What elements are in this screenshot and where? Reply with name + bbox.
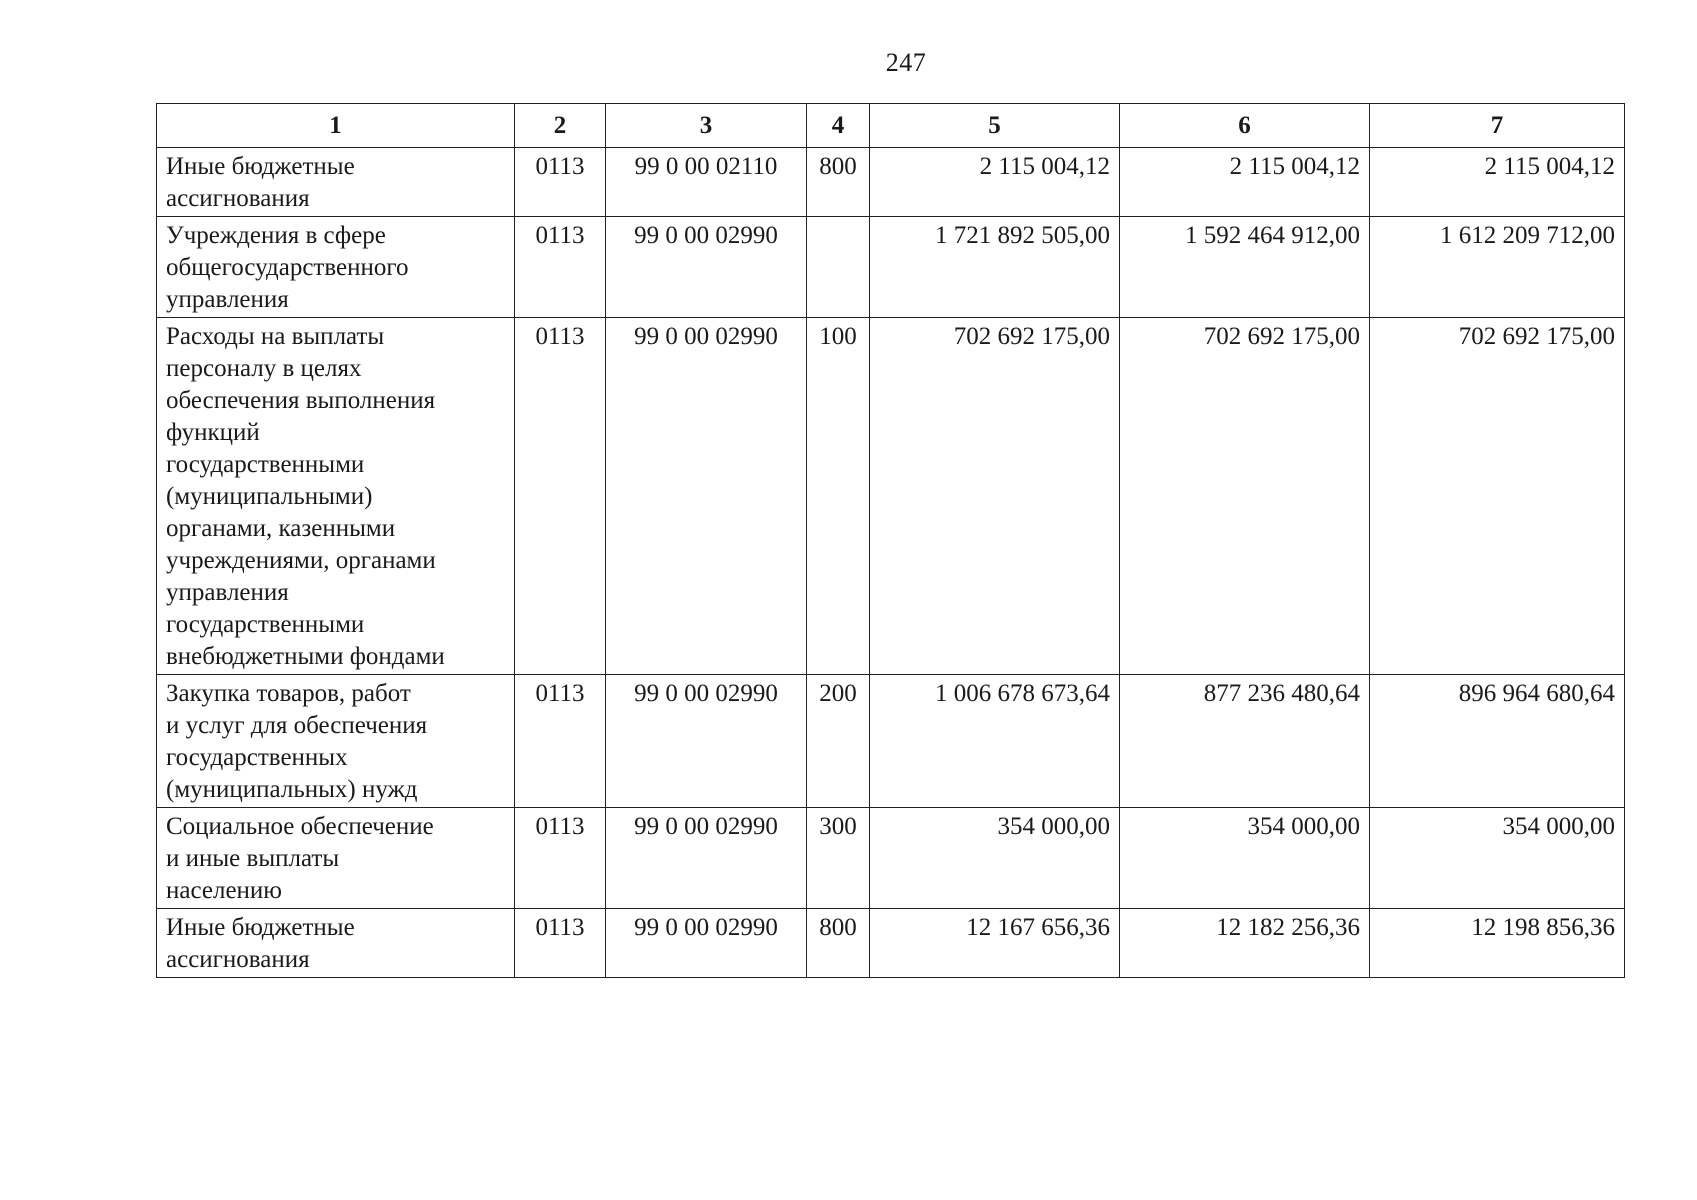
cell-amount-col5: 1 006 678 673,64: [870, 675, 1120, 808]
table-row: [157, 808, 1625, 909]
expense-name-line: внебюджетными фондами: [166, 643, 445, 670]
table-row: [157, 148, 1625, 217]
cell-expense-type: 300: [807, 808, 870, 909]
table-body: [157, 148, 1625, 978]
table-row: [157, 675, 1625, 808]
cell-expense-name: [157, 675, 515, 808]
expense-name-line: ассигнования: [166, 185, 310, 212]
expense-name-line: управления: [166, 286, 289, 313]
expense-name-line: функций: [166, 419, 260, 446]
expense-name-line: персоналу в целях: [166, 355, 362, 382]
expense-name-line: Иные бюджетные: [166, 914, 355, 941]
cell-amount-col5: 354 000,00: [870, 808, 1120, 909]
column-header: 4: [807, 104, 870, 148]
cell-target-code: 99 0 00 02110: [606, 148, 807, 217]
cell-section-code: 0113: [515, 318, 606, 675]
expense-name-line: органами, казенными: [166, 515, 396, 542]
cell-section-code: 0113: [515, 909, 606, 978]
page-number: 247: [885, 48, 927, 77]
cell-amount-col5: 2 115 004,12: [870, 148, 1120, 217]
cell-expense-type: [807, 217, 870, 318]
cell-target-code: 99 0 00 02990: [606, 909, 807, 978]
table-row: [157, 318, 1625, 675]
cell-expense-name: [157, 318, 515, 675]
cell-amount-col7: 896 964 680,64: [1370, 675, 1625, 808]
cell-expense-name: [157, 808, 515, 909]
cell-expense-name: [157, 909, 515, 978]
column-header: 2: [515, 104, 606, 148]
expense-name-line: (муниципальными): [166, 483, 373, 510]
table-header: [157, 104, 1625, 148]
expense-name-line: Иные бюджетные: [166, 153, 355, 180]
cell-expense-type: 100: [807, 318, 870, 675]
cell-section-code: 0113: [515, 217, 606, 318]
expense-name-line: государственными: [166, 611, 365, 638]
cell-amount-col6: 1 592 464 912,00: [1120, 217, 1370, 318]
column-header: 6: [1120, 104, 1370, 148]
expense-name-line: и услуг для обеспечения: [166, 712, 428, 739]
cell-expense-type: 800: [807, 148, 870, 217]
cell-amount-col6: 12 182 256,36: [1120, 909, 1370, 978]
cell-section-code: 0113: [515, 675, 606, 808]
column-header: 3: [606, 104, 807, 148]
cell-amount-col6: 354 000,00: [1120, 808, 1370, 909]
cell-amount-col6: 2 115 004,12: [1120, 148, 1370, 217]
cell-amount-col5: 702 692 175,00: [870, 318, 1120, 675]
cell-expense-type: 800: [807, 909, 870, 978]
expense-name-line: и иные выплаты: [166, 845, 340, 872]
expense-name-line: Закупка товаров, работ: [166, 680, 411, 707]
cell-amount-col6: 877 236 480,64: [1120, 675, 1370, 808]
cell-target-code: 99 0 00 02990: [606, 217, 807, 318]
cell-amount-col7: 702 692 175,00: [1370, 318, 1625, 675]
cell-section-code: 0113: [515, 808, 606, 909]
cell-target-code: 99 0 00 02990: [606, 318, 807, 675]
cell-amount-col6: 702 692 175,00: [1120, 318, 1370, 675]
table-row: [157, 909, 1625, 978]
cell-target-code: 99 0 00 02990: [606, 675, 807, 808]
expense-name-line: государственных: [166, 744, 348, 771]
cell-amount-col5: 12 167 656,36: [870, 909, 1120, 978]
header-row: [157, 104, 1625, 148]
expense-name-line: обеспечения выполнения: [166, 387, 436, 414]
expense-name-line: населению: [166, 877, 282, 904]
cell-target-code: 99 0 00 02990: [606, 808, 807, 909]
column-header: 1: [157, 104, 515, 148]
expense-name-line: Расходы на выплаты: [166, 323, 385, 350]
cell-amount-col7: 1 612 209 712,00: [1370, 217, 1625, 318]
table-row: [157, 217, 1625, 318]
expense-name-line: государственными: [166, 451, 365, 478]
expense-name-line: (муниципальных) нужд: [166, 776, 418, 803]
expense-name-line: общегосударственного: [166, 254, 409, 281]
cell-amount-col5: 1 721 892 505,00: [870, 217, 1120, 318]
cell-amount-col7: 2 115 004,12: [1370, 148, 1625, 217]
cell-expense-name: [157, 148, 515, 217]
expense-name-line: ассигнования: [166, 946, 310, 973]
column-header: 7: [1370, 104, 1625, 148]
cell-amount-col7: 354 000,00: [1370, 808, 1625, 909]
column-header: 5: [870, 104, 1120, 148]
cell-section-code: 0113: [515, 148, 606, 217]
expense-name-line: Социальное обеспечение: [166, 813, 434, 840]
expense-name-line: Учреждения в сфере: [166, 222, 386, 249]
cell-amount-col7: 12 198 856,36: [1370, 909, 1625, 978]
expense-name-line: управления: [166, 579, 289, 606]
expense-name-line: учреждениями, органами: [166, 547, 436, 574]
cell-expense-name: [157, 217, 515, 318]
cell-expense-type: 200: [807, 675, 870, 808]
budget-table: [156, 103, 1625, 978]
